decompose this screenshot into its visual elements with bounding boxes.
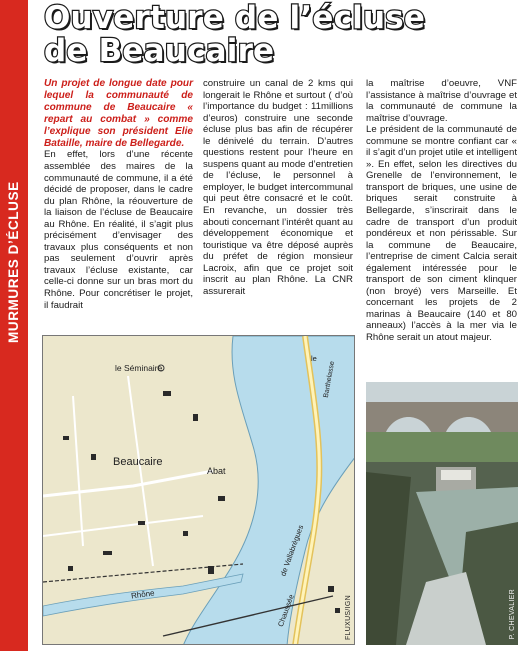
column-3 [366,78,517,344]
title-line-1: Ouverture de l’écluse [44,0,426,36]
column-2 [203,78,353,297]
map-label-le: le [311,354,317,363]
article-title [44,2,520,68]
column-1-text: En effet, lors d’une récente assemblée des maires de la communauté de commune, il a été décidé de proposer, dans le cadre du plan Rhône, la réouverture de la liaison de l’écluse de Beaucaire au Rhône. En réalité, il s’agit plus précisément d’envisager des travaux plus conséquents et non pas seulement d’ouvrir après travaux l’écluse existante, car celle-ci donne sur un bras mort du Rhône. Pour concrétiser le projet, il faudrait [44,149,193,311]
section-sidebar [0,0,28,651]
photo-credit: P. CHEVALIER [509,588,516,639]
title-line-2: de Beaucaire [44,33,275,69]
column-1 [44,78,193,311]
beaucaire-map [42,335,355,645]
map-label-vallabregues: de Vallabrègues [278,523,306,578]
section-label: MURMURES D’ÉCLUSE [6,181,21,343]
map-label-seminaire: le Séminaire [115,363,163,373]
map-label-barthelasse: Barthelasse [322,360,337,399]
lock-photo [366,382,518,645]
column-3-para-1: la maîtrise d’oeuvre, VNF l’assistance à maîtrise d’ouvrage et la communauté de commune la maîtrise d’ouvrage. [366,78,517,124]
map-label-beaucaire: Beaucaire [113,456,163,468]
map-label-abat: Abat [207,466,226,476]
column-3-para-2: Le président de la communauté de commune se montre confiant car « il s’agit d’un projet utile et intelligent ». En effet, selon les directives du Grenelle de l’environnement, le transport de briques, une usine de briques serait construite à Bellegarde, s’inscrirait dans le cadre de transport d’un produit pondéreux et non périssable. Sur la commune de Beaucaire, l’entreprise de ciment Calcia serait également intéressée pour le transport de son ciment klinquer (non broyé) vers Marseille. Et concernant les projets de 2 marinas à Beaucaire (140 et 80 anneaux) l’accès à la mer via le Rhône serait un atout majeur. [366,124,517,344]
map-credit: FLUXUS/IGN [345,594,352,640]
map-label-chaussee: Chaussée [275,593,296,628]
map-drawing [43,336,355,645]
article-lead: Un projet de longue date pour lequel la communauté de commune de Beaucaire « repart au combat » comme l’explique son président Elie Bataille, maire de Bellegarde. [44,78,193,149]
map-label-rhone: Rhône [130,588,156,601]
photo-drawing [366,382,518,645]
column-2-text: construire un canal de 2 kms qui longerait le Rhône et surtout ( d’où l’importance du budget : 11millions d’euros) construire une seconde écluse plus bas afin de récupérer le dénivelé du terrain. D’autres questions restent pour l’heure en suspens quant au mode d’entretien de l’écluse, le personnel à employer, le budget intercommunal qui peut être consacré et le coût. En revanche, un dossier très abouti concernant l’intérêt quant au développement économique et touristique va être déposé auprès du préfet de région monsieur Lacroix, afin que ce projet soit inscrit au plan Rhône. La CNR assurerait [203,78,353,297]
